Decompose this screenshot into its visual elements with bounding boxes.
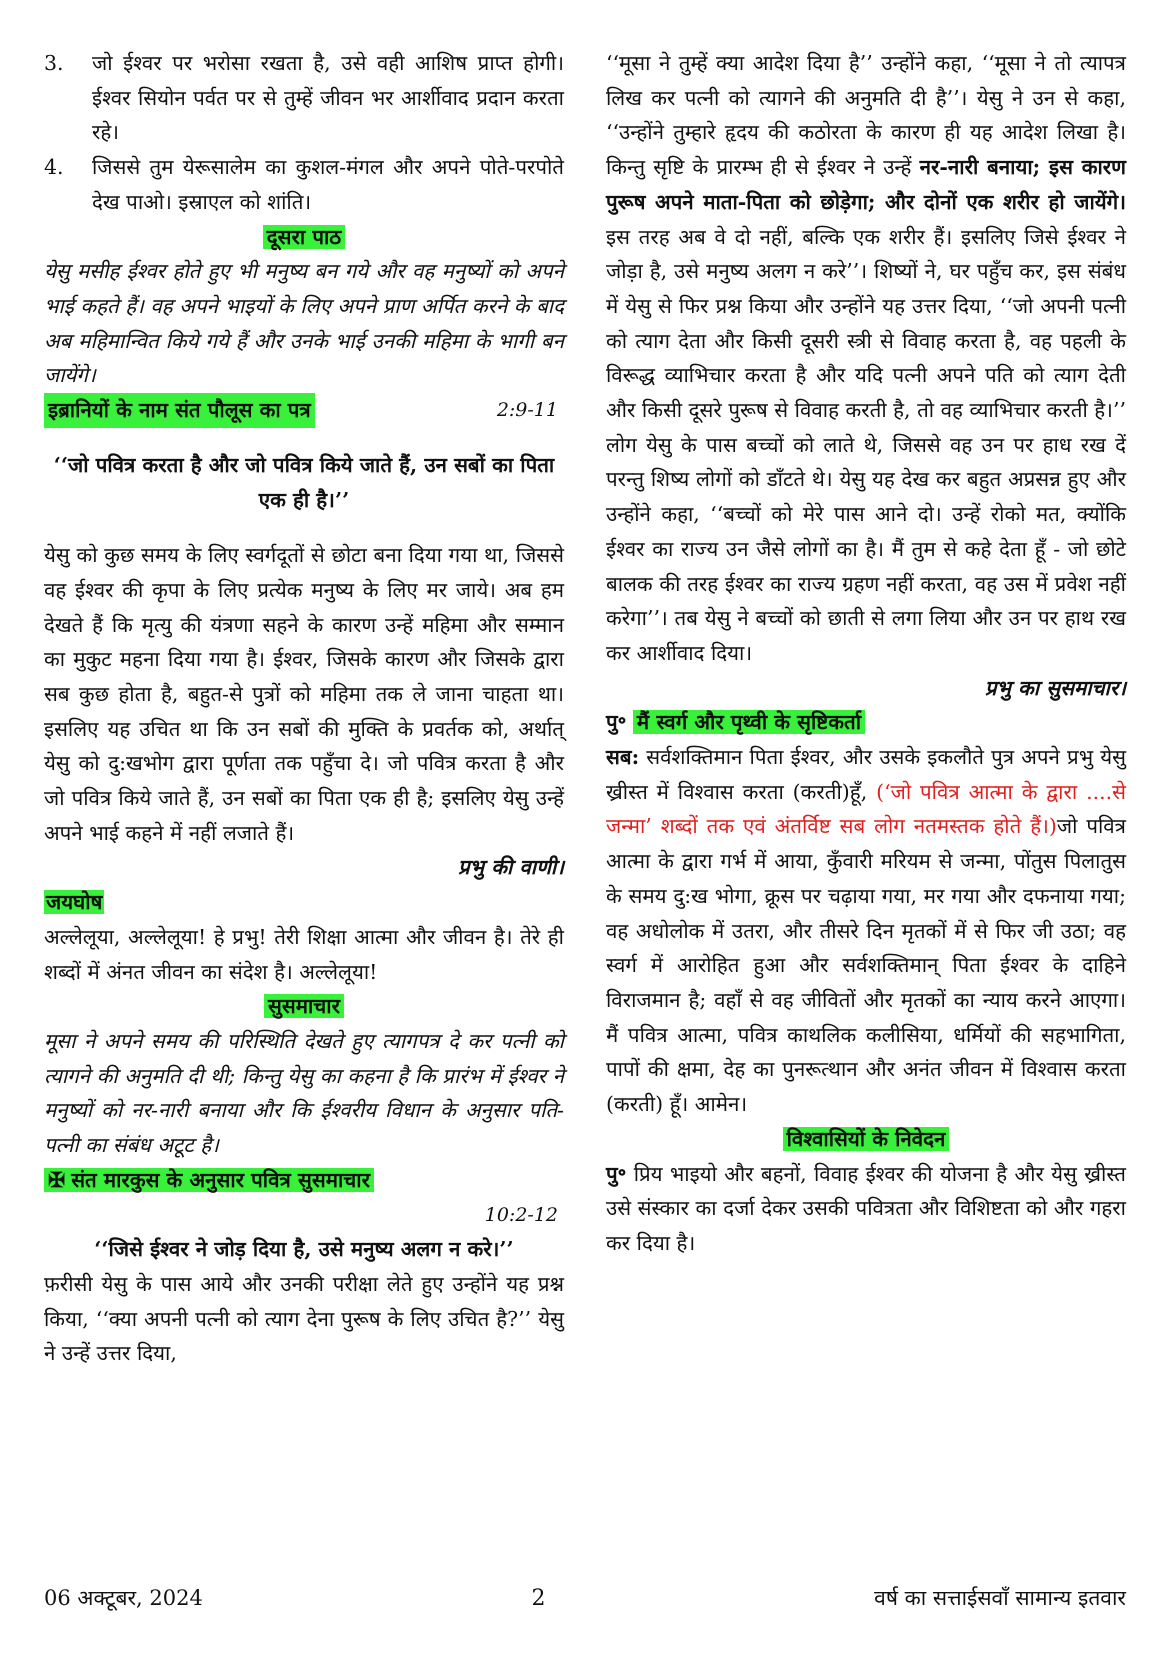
right-column xyxy=(606,46,1126,1566)
gospel-body-start: फ़रीसी येसु के पास आये और उनकी परीक्षा लेते हुए उन्होंने यह प्रश्न किया, ‘‘क्या अपनी पत्नी को त्याग देना पुरूष के लिए उचित है?’’ येसु ने उन्हें उत्तर दिया, xyxy=(44,1271,564,1366)
letter-close: प्रभु की वाणी। xyxy=(457,855,564,880)
page-body xyxy=(44,46,1126,1566)
item-number: 4. xyxy=(44,155,64,180)
letter-title: ‘‘जो पवित्र करता है और जो पवित्र किये जाते हैं, उन सबों का पिता एक ही है।’’ xyxy=(53,453,555,512)
second-reading-heading-row xyxy=(44,220,564,255)
creed-heading: मैं स्वर्ग और पृथ्वी के सृष्टिकर्ता xyxy=(633,710,865,734)
item-text: जिससे तुम येरूसालेम का कुशल-मंगल और अपने पोते-परपोते देख पाओ। इस्राएल को शांति। xyxy=(92,155,564,214)
gospel-text-part-2: इस तरह अब वे दो नहीं, बल्कि एक शरीर हैं। इसलिए जिसे ईश्वर ने जोड़ा है, उसे मनुष्य अलग न करे’’। शिष्यों ने, घर पहुँच कर, इस संबंध में येसु से फिर प्रश्न किया और उन्होंने यह उत्तर दिया, ‘‘जो अपनी पत्नी को त्याग देता और किसी दूसरी स्त्री से विवाह करता है, वह पहली के विरूद्ध व्याभिचार करता है और यदि पत्नी अपने पति को त्याग देती और किसी दूसरे पुरूष से विवाह करती है, तो वह व्याभिचार करती है।’’ लोग येसु के पास बच्चों को लाते थे, जिससे वह उन पर हाध रख दें परन्तु शिष्य लोगों को डाँटते थे। येसु यह देख कर बहुत अप्रसन्न हुए और उन्होंने कहा, ‘‘बच्चों को मेरे पास आने दो। उन्हें रोको मत, क्योंकि ईश्वर का राज्य उन जैसे लोगों का है। मैं तुम से कहे देता हूँ - जो छोटे बालक की तरह ईश्वर का राज्य ग्रहण नहीं करता, वह उस में प्रवेश नहीं करेगा’’। तब येसु ने बच्चों को छाती से लगा लिया और उन पर हाथ रख कर आर्शीवाद दिया। xyxy=(606,224,1126,665)
second-reading-heading: दूसरा पाठ xyxy=(263,225,345,249)
creed-text xyxy=(606,740,1126,1122)
gospel-intro: मूसा ने अपने समय की परिस्थिति देखते हुए त्यागपत्र दे कर पत्नी को त्यागने की अनुमति दी थी; किन्तु येसु का कहना है कि प्रारंभ में ईश्वर ने मनुष्यों को नर-नारी बनाया और कि ईश्वरीय विधान के अनुसार पति-पत्नी का संबंध अटूट है। xyxy=(44,1028,564,1158)
letter-body: येसु को कुछ समय के लिए स्वर्गदूतों से छोटा बना दिया गया था, जिससे वह ईश्वर की कृपा के लिए प्रत्येक मनुष्य के लिए मर जाये। अब हम देखते हैं कि मृत्यु की यंत्रणा सहने के कारण उन्हें महिमा और सम्मान का मुकुट महना दिया गया है। ईश्वर, जिसके कारण और जिसके द्वारा सब कुछ होता है, बहुत-से पुत्रों को महिमा तक ले जाना चाहता था। इसलिए यह उचित था कि उन सबों की मुक्ति के प्रवर्तक को, अर्थात् येसु को दु:खभोग द्वारा पूर्णता तक पहुँचा दे। जो पवित्र करता है और जो पवित्र किये जाते हैं, उन सबों का पिता एक ही है; इसलिए येसु उन्हें अपने भाई कहने में नहीं लजाते हैं। xyxy=(44,543,564,845)
item-text: जो ईश्वर पर भरोसा रखता है, उसे वही आशिष प्राप्त होगी। ईश्वर सियोन पर्वत पर से तुम्हें जीवन भर आर्शीवाद प्रदान करता रहे। xyxy=(92,51,564,145)
prayers-prefix: पु॰ xyxy=(606,1161,627,1186)
acclamation-heading-row xyxy=(44,885,564,920)
gospel-reference: 10:2-12 xyxy=(484,1203,558,1226)
prayers-heading-row xyxy=(606,1122,1126,1157)
creed-text-1: सर्वशक्तिमान पिता ईश्वर, और उसके इकलौते पुत्र अपने प्रभु येसु ख्रीस्त में विश्वास करता (करती)हूँ, xyxy=(606,745,1126,804)
page-number: 2 xyxy=(531,1585,546,1611)
letter-reference: 2:9-11 xyxy=(496,399,558,422)
left-column xyxy=(44,46,564,1566)
gospel-source-row xyxy=(44,1163,564,1198)
creed-heading-row xyxy=(606,705,1126,740)
prayers-text xyxy=(606,1157,1126,1261)
gospel-close: प्रभु का सुसमाचार। xyxy=(984,675,1126,700)
gospel-heading: सुसमाचार xyxy=(264,994,344,1018)
letter-heading-row xyxy=(44,393,564,428)
psalm-item-3 xyxy=(44,46,564,150)
gospel-title: ‘‘जिसे ईश्वर ने जोड़ दिया है, उसे मनुष्य अलग न करे।’’ xyxy=(94,1237,514,1262)
prayers-heading: विश्वासियों के निवेदन xyxy=(783,1127,950,1151)
gospel-text-part-1: ‘‘मूसा ने तुम्हें क्या आदेश दिया है’’ उन्होंने कहा, ‘‘मूसा ने तो त्यापत्र लिख कर पत्नी को त्यागने की अनुमति दी है’’। येसु ने उन से कहा, ‘‘उन्होंने तुम्हारे हृदय की कठोरता के कारण ही यह आदेश लिखा है। किन्तु सृष्टि के प्रारम्भ ही से ईश्वर ने उन्हें xyxy=(606,51,1126,180)
creed-prefix: पु॰ xyxy=(606,710,627,735)
psalm-item-4 xyxy=(44,150,564,219)
second-reading-intro: येसु मसीह ईश्वर होते हुए भी मनुष्य बन गये और वह मनुष्यों को अपने भाई कहते हैं। वह अपने भाइयों के लिए अपने प्राण अर्पित करने के बाद अब महिमान्वित किये गये हैं और उनके भाई उनकी महिमा के भागी बन जायेंगे। xyxy=(44,259,564,388)
gospel-bold-quote: नर-नारी बनाया; इस कारण पुरूष अपने माता-पिता को छोड़ेगा; और दोनों एक शरीर हो जायेंगे। xyxy=(606,155,1126,214)
gospel-source-heading xyxy=(44,1168,374,1192)
gospel-source: संत मारकुस के अनुसार पवित्र सुसमाचार xyxy=(71,1167,370,1192)
page-footer xyxy=(44,1578,1126,1618)
letter-heading: इब्रानियों के नाम संत पौलूस का पत्र xyxy=(44,393,315,428)
cross-icon: ✠ xyxy=(48,1167,66,1192)
gospel-continuation xyxy=(606,46,1126,671)
acclamation-heading: जयघोष xyxy=(46,890,103,915)
creed-text-2: जो पवित्र आत्मा के द्वारा गर्भ में आया, कुँवारी मरियम से जन्मा, पोंतुस पिलातुस के समय दु:ख भोगा, क्रूस पर चढ़ाया गया, मर गया और दफनाया गया; वह अधोलोक में उतरा, और तीसरे दिन मृतकों में से फिर जी उठा; वह स्वर्ग में आरोहित हुआ और सर्वशक्तिमान् पिता ईश्वर के दाहिने विराजमान है; वहाँ से वह जीवितों और मृतकों का न्याय करने आएगा। मैं पवित्र आत्मा, पवित्र काथलिक कलीसिया, धर्मियों की सहभागिता, पापों की क्षमा, देह का पुनरूत्थान और अनंत जीवन में विश्वास करता (करती) हूँ। आमेन। xyxy=(606,814,1126,1117)
footer-sunday: वर्ष का सत्ताईसवाँ सामान्य इतवार xyxy=(874,1586,1126,1610)
acclamation-text: अल्लेलूया, अल्लेलूया! हे प्रभु! तेरी शिक्षा आत्मा और जीवन है। तेरे ही शब्दों में अंनत जीवन का संदेश है। अल्लेलूया! xyxy=(44,924,564,984)
creed-all-label: सब: xyxy=(606,745,640,770)
creed-rubric: (‘जो पवित्र आत्मा के द्वारा ....से जन्मा’ शब्दों तक एवं अंतर्विष्ट सब लोग नतमस्तक होते हैं।) xyxy=(606,779,1126,839)
gospel-heading-row xyxy=(44,989,564,1024)
prayers-body: प्रिय भाइयो और बहनों, विवाह ईश्वर की योजना है और येसु ख्रीस्त उसे संस्कार का दर्जा देकर उसकी पवित्रता और विशिष्टता को और गहरा कर दिया है। xyxy=(606,1161,1126,1255)
footer-date: 06 अक्टूबर, 2024 xyxy=(44,1586,203,1610)
item-number: 3. xyxy=(44,51,64,75)
